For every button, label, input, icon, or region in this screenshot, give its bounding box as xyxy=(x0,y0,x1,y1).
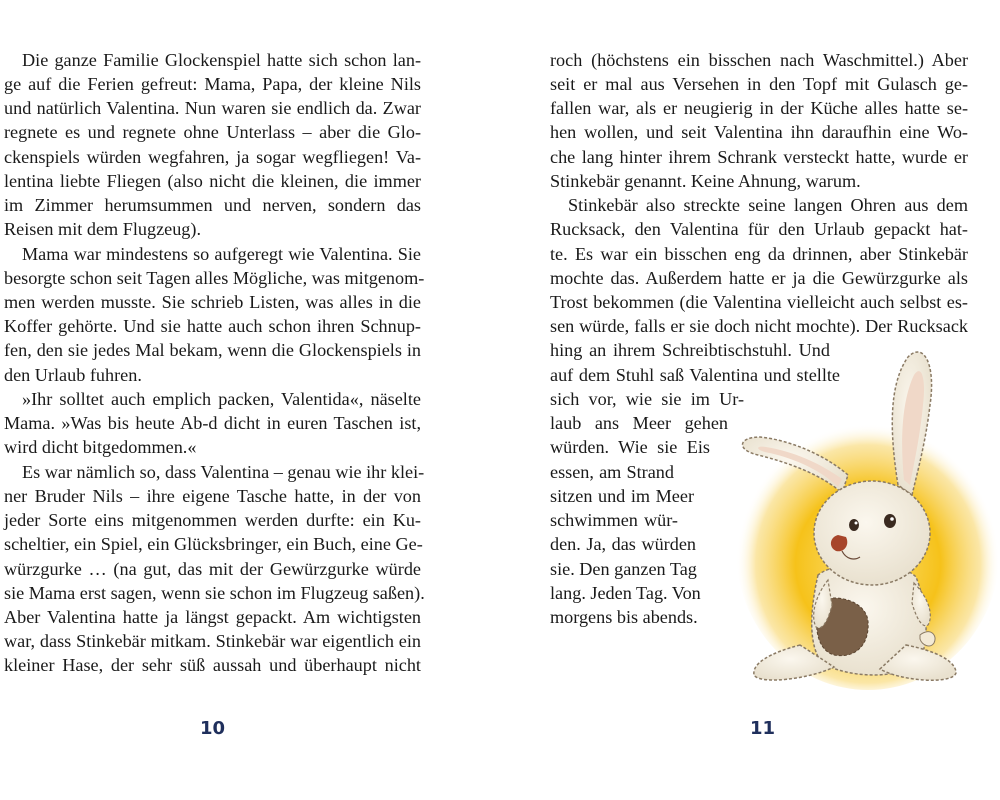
text-line: che lang hinter ihrem Schrank versteckt hatte, wurde er xyxy=(550,147,968,167)
text-line: jeder Sorte eins mitgenommen werden durfte: ein Ku- xyxy=(4,510,421,530)
bunny-head xyxy=(814,481,930,585)
text-line: kleiner Hase, der sehr süß aussah und überhaupt nicht xyxy=(4,655,421,675)
text-line: fen, den sie jedes Mal bekam, wenn die Glockenspiels in xyxy=(4,340,421,360)
text-line: sie Mama erst sagen, wenn sie schon im Flugzeug saßen). xyxy=(4,583,425,603)
text-line: Rucksack, den Valentina für den Urlaub gepackt hat- xyxy=(550,219,968,239)
text-line: Koffer gehörte. Und sie hatte auch schon ihren Schnup- xyxy=(4,316,421,336)
text-line: schwimmen wür- xyxy=(550,510,678,530)
left-eye xyxy=(849,519,859,531)
text-line: sitzen und im Meer xyxy=(550,486,694,506)
text-line: ner Bruder Nils – ihre eigene Tasche hatte, in der von xyxy=(4,486,421,506)
text-line: Stinkebär genannt. Keine Ahnung, warum. xyxy=(550,171,861,191)
text-line: regnete es und regnete ohne Unterlass – aber die Glo- xyxy=(4,122,421,142)
text-line: auf dem Stuhl saß Valentina und stellte xyxy=(550,365,840,385)
text-line: sich vor, wie sie im Ur- xyxy=(550,389,744,409)
text-line: te. Es war ein bisschen eng da drinnen, aber Stinkebär xyxy=(550,244,968,264)
text-line: Aber Valentina hatte ja längst gepackt. Am wichtigsten xyxy=(4,607,421,627)
text-line: lentina liebte Fliegen (also nicht die kleinen, die immer xyxy=(4,171,421,191)
text-line: »Ihr solltet auch emplich packen, Valentida«, näselte xyxy=(22,389,421,409)
text-line: morgens bis abends. xyxy=(550,607,698,627)
right-eye xyxy=(884,514,896,528)
text-line: Die ganze Familie Glockenspiel hatte sich schon lan- xyxy=(22,50,421,70)
text-line: laub ans Meer gehen xyxy=(550,413,728,433)
text-line: würzgurke … (na gut, das mit der Gewürzgurke würde xyxy=(4,559,421,579)
text-line: besorgte schon seit Tagen alles Mögliche, was mitgenom- xyxy=(4,268,425,288)
text-line: seit er mal aus Versehen in den Topf mit Gulasch ge- xyxy=(550,74,968,94)
text-line: Trost bekommen (die Valentina vielleicht auch selbst es- xyxy=(550,292,968,312)
text-line: Mama war mindestens so aufgeregt wie Valentina. Sie xyxy=(22,244,421,264)
text-line: essen, am Strand xyxy=(550,462,674,482)
text-line: sie. Den ganzen Tag xyxy=(550,559,697,579)
page-number: 10 xyxy=(200,718,226,739)
text-line: und natürlich Valentina. Nun waren sie endlich da. Zwar xyxy=(4,98,421,118)
text-line: war, dass Stinkebär mitkam. Stinkebär war eigentlich ein xyxy=(4,631,421,651)
text-line: Mama. »Was bis heute Ab-d dicht in euren Taschen ist, xyxy=(4,413,421,433)
text-line: men werden musste. Sie schrieb Listen, was alles in die xyxy=(4,292,421,312)
text-line: den. Ja, das würden xyxy=(550,534,696,554)
text-line: würden. Wie sie Eis xyxy=(550,437,710,457)
page-number: 11 xyxy=(750,718,776,739)
text-line: im Zimmer herumsummen und nerven, sondern das xyxy=(4,195,421,215)
text-line: Reisen mit dem Flugzeug). xyxy=(4,219,201,239)
text-line: fallen war, als er neugierig in der Küche alles hatte se- xyxy=(550,98,968,118)
text-line: ckenspiels würden wegfahren, ja sogar wegfliegen! Va- xyxy=(4,147,421,167)
text-line: hing an ihrem Schreibtischstuhl. Und xyxy=(550,340,830,360)
text-line: Es war nämlich so, dass Valentina – genau wie ihr klei- xyxy=(22,462,425,482)
text-line: scheltier, ein Spiel, ein Glücksbringer, ein Buch, eine Ge- xyxy=(4,534,423,554)
text-line: sen würde, falls er sie doch nicht mochte). Der Rucksack xyxy=(550,316,968,336)
text-line: den Urlaub fuhren. xyxy=(4,365,142,385)
text-line: ge auf die Ferien gefreut: Mama, Papa, der kleine Nils xyxy=(4,74,421,94)
text-line: roch (höchstens ein bisschen nach Waschmittel.) Aber xyxy=(550,50,968,70)
text-line: mochte das. Außerdem hatte er ja die Gewürzgurke als xyxy=(550,268,968,288)
text-line: lang. Jeden Tag. Von xyxy=(550,583,701,603)
text-line: hen wollen, und seit Valentina ihn daraufhin eine Wo- xyxy=(550,122,968,142)
text-line: Stinkebär also streckte seine langen Ohren aus dem xyxy=(568,195,968,215)
text-line: wird dicht bitgedommen.« xyxy=(4,437,197,457)
bunny-illustration xyxy=(730,345,998,695)
